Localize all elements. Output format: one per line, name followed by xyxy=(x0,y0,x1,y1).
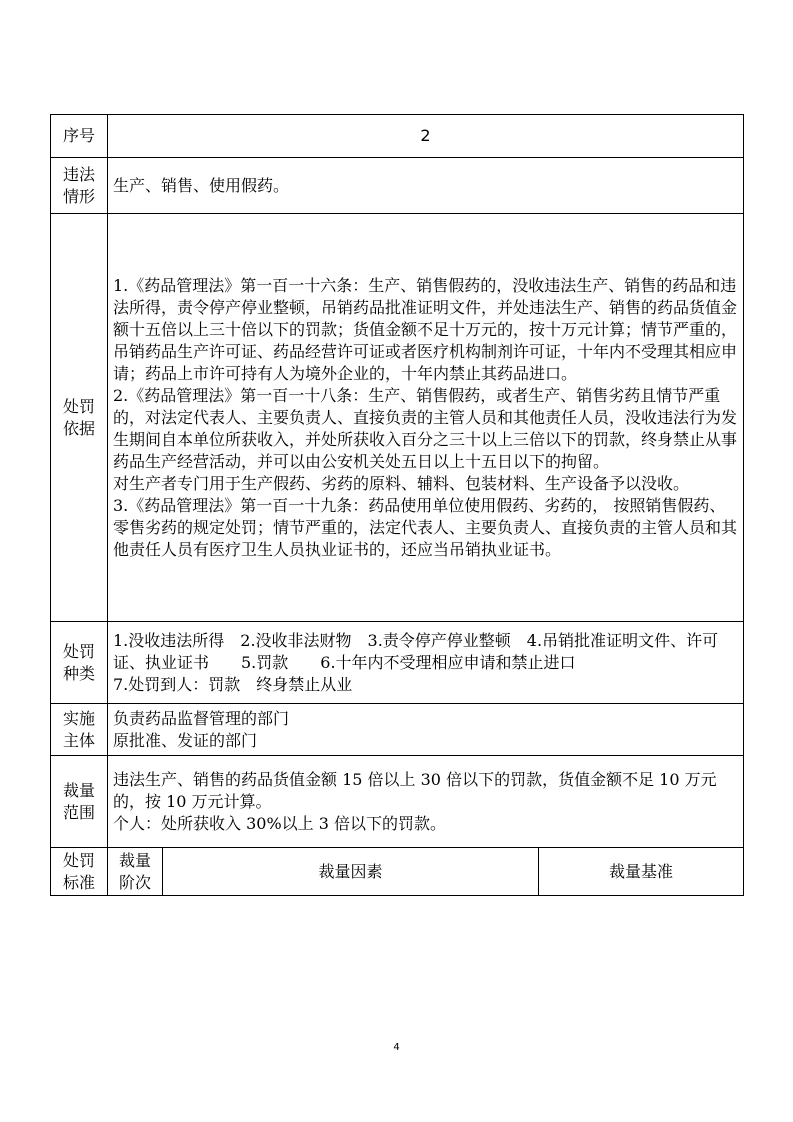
types-line: 7.处罚到人：罚款 终身禁止从业 xyxy=(113,674,353,694)
basis-paragraph: 3.《药品管理法》第一百一十九条：药品使用单位使用假药、劣药的， 按照销售假药、零售劣药的规定处罚；情节严重的，法定代表人、主要负责人、直接负责的主管人员和其他责任人员有医疗卫生人员执业证书的，还应当吊销执业证书。 xyxy=(113,495,738,559)
standard-label: 处罚 标准 xyxy=(51,848,108,896)
row-basis xyxy=(51,214,744,622)
subject-line: 负责药品监督管理的部门 xyxy=(113,708,290,728)
range-line: 个人：处所获收入 30%以上 3 倍以下的罚款。 xyxy=(113,813,447,833)
basis-paragraph: 对生产者专门用于生产假药、劣药的原料、辅料、包装材料、生产设备予以没收。 xyxy=(113,473,690,493)
basis-paragraph: 2.《药品管理法》第一百一十八条：生产、销售假药，或者生产、销售劣药且情节严重的，对法定代表人、主要负责人、直接负责的主管人员和其他责任人员，没收违法行为发生期间自本单位所获收入，并处所获收入百分之三十以上三倍以下的罚款，终身禁止从事药品生产经营活动，并可以由公安机关处五日以上十五日以下的拘留。 xyxy=(113,385,738,471)
range-line: 违法生产、销售的药品货值金额 15 倍以上 30 倍以下的罚款，货值金额不足 10 万元的，按 10 万元计算。 xyxy=(113,769,717,811)
subject-label: 实施 主体 xyxy=(51,704,108,756)
subject-content xyxy=(108,704,744,756)
range-label: 裁量 范围 xyxy=(51,756,108,848)
basis-content xyxy=(108,214,744,622)
basis-paragraph: 1.《药品管理法》第一百一十六条：生产、销售假药的，没收违法生产、销售的药品和违法所得，责令停产停业整顿，吊销药品批准证明文件，并处违法生产、销售的药品货值金额十五倍以上三十倍以下的罚款；货值金额不足十万元的，按十万元计算；情节严重的，吊销药品生产许可证、药品经营许可证或者医疗机构制剂许可证，十年内不受理其相应申请；药品上市许可持有人为境外企业的，十年内禁止其药品进口。 xyxy=(113,275,738,383)
penalty-table xyxy=(50,114,744,896)
seq-label: 序号 xyxy=(51,115,108,158)
violation-content: 生产、销售、使用假药。 xyxy=(108,158,744,214)
row-range xyxy=(51,756,744,848)
range-content xyxy=(108,756,744,848)
subject-line: 原批准、发证的部门 xyxy=(113,730,258,750)
row-seq xyxy=(51,115,744,158)
row-standard xyxy=(51,848,744,896)
row-violation xyxy=(51,158,744,214)
row-types xyxy=(51,622,744,704)
basis-label: 处罚 依据 xyxy=(51,214,108,622)
criterion-header: 裁量基准 xyxy=(539,848,744,896)
types-label: 处罚 种类 xyxy=(51,622,108,704)
row-subject xyxy=(51,704,744,756)
violation-label: 违法 情形 xyxy=(51,158,108,214)
seq-value: 2 xyxy=(108,115,744,158)
factor-header: 裁量因素 xyxy=(163,848,539,896)
level-header: 裁量 阶次 xyxy=(108,848,163,896)
types-content xyxy=(108,622,744,704)
page-number: 4 xyxy=(393,1042,400,1053)
types-line: 1.没收违法所得 2.没收非法财物 3.责令停产停业整顿 4.吊销批准证明文件、许可证、执业证书 5.罚款 6.十年内不受理相应申请和禁止进口 xyxy=(113,630,719,672)
